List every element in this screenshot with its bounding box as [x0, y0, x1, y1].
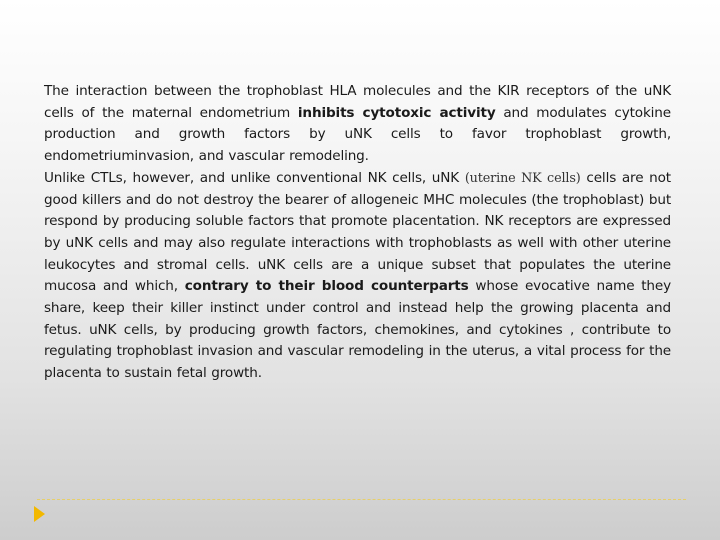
- text-segment: Unlike CTLs, however, and unlike conventional NK cells, uNK: [44, 169, 465, 186]
- text-segment: (uterine NK cells): [464, 170, 581, 186]
- slide-body-text: [44, 81, 671, 385]
- bullet-arrow-icon: [34, 506, 45, 522]
- text-segment: whose evocative name they share, keep their killer instinct under control and instead help the growing placenta and fetus. uNK cells, by producing growth factors, chemokines, and cytokines , contribute to regulating trophoblast invasion and vascular remodeling in the uterus, a vital process for the placenta to sustain fetal growth.: [44, 278, 671, 382]
- text-segment: The interaction between the trophoblast HLA molecules and the KIR receptors of the uNK cells of the maternal endometrium: [44, 83, 671, 121]
- footer-divider: [37, 499, 686, 500]
- bold-text: contrary to their blood counterparts: [184, 278, 469, 295]
- text-segment: and modulates cytokine production and growth factors by uNK cells to favor trophoblast growth, endometriuminvasion, and vascular remodeling.: [44, 104, 671, 165]
- paragraph: [44, 81, 671, 168]
- paragraph: [44, 168, 671, 385]
- text-segment: cells are not good killers and do not destroy the bearer of allogeneic MHC molecules (the trophoblast) but respond by producing soluble factors that promote placentation. NK receptors are expressed by uNK cells and may also regulate interactions with trophoblasts as well with other uterine leukocytes and stromal cells. uNK cells are a unique subset that populates the uterine mucosa and which,: [44, 169, 671, 295]
- bold-text: inhibits cytotoxic activity: [297, 104, 496, 121]
